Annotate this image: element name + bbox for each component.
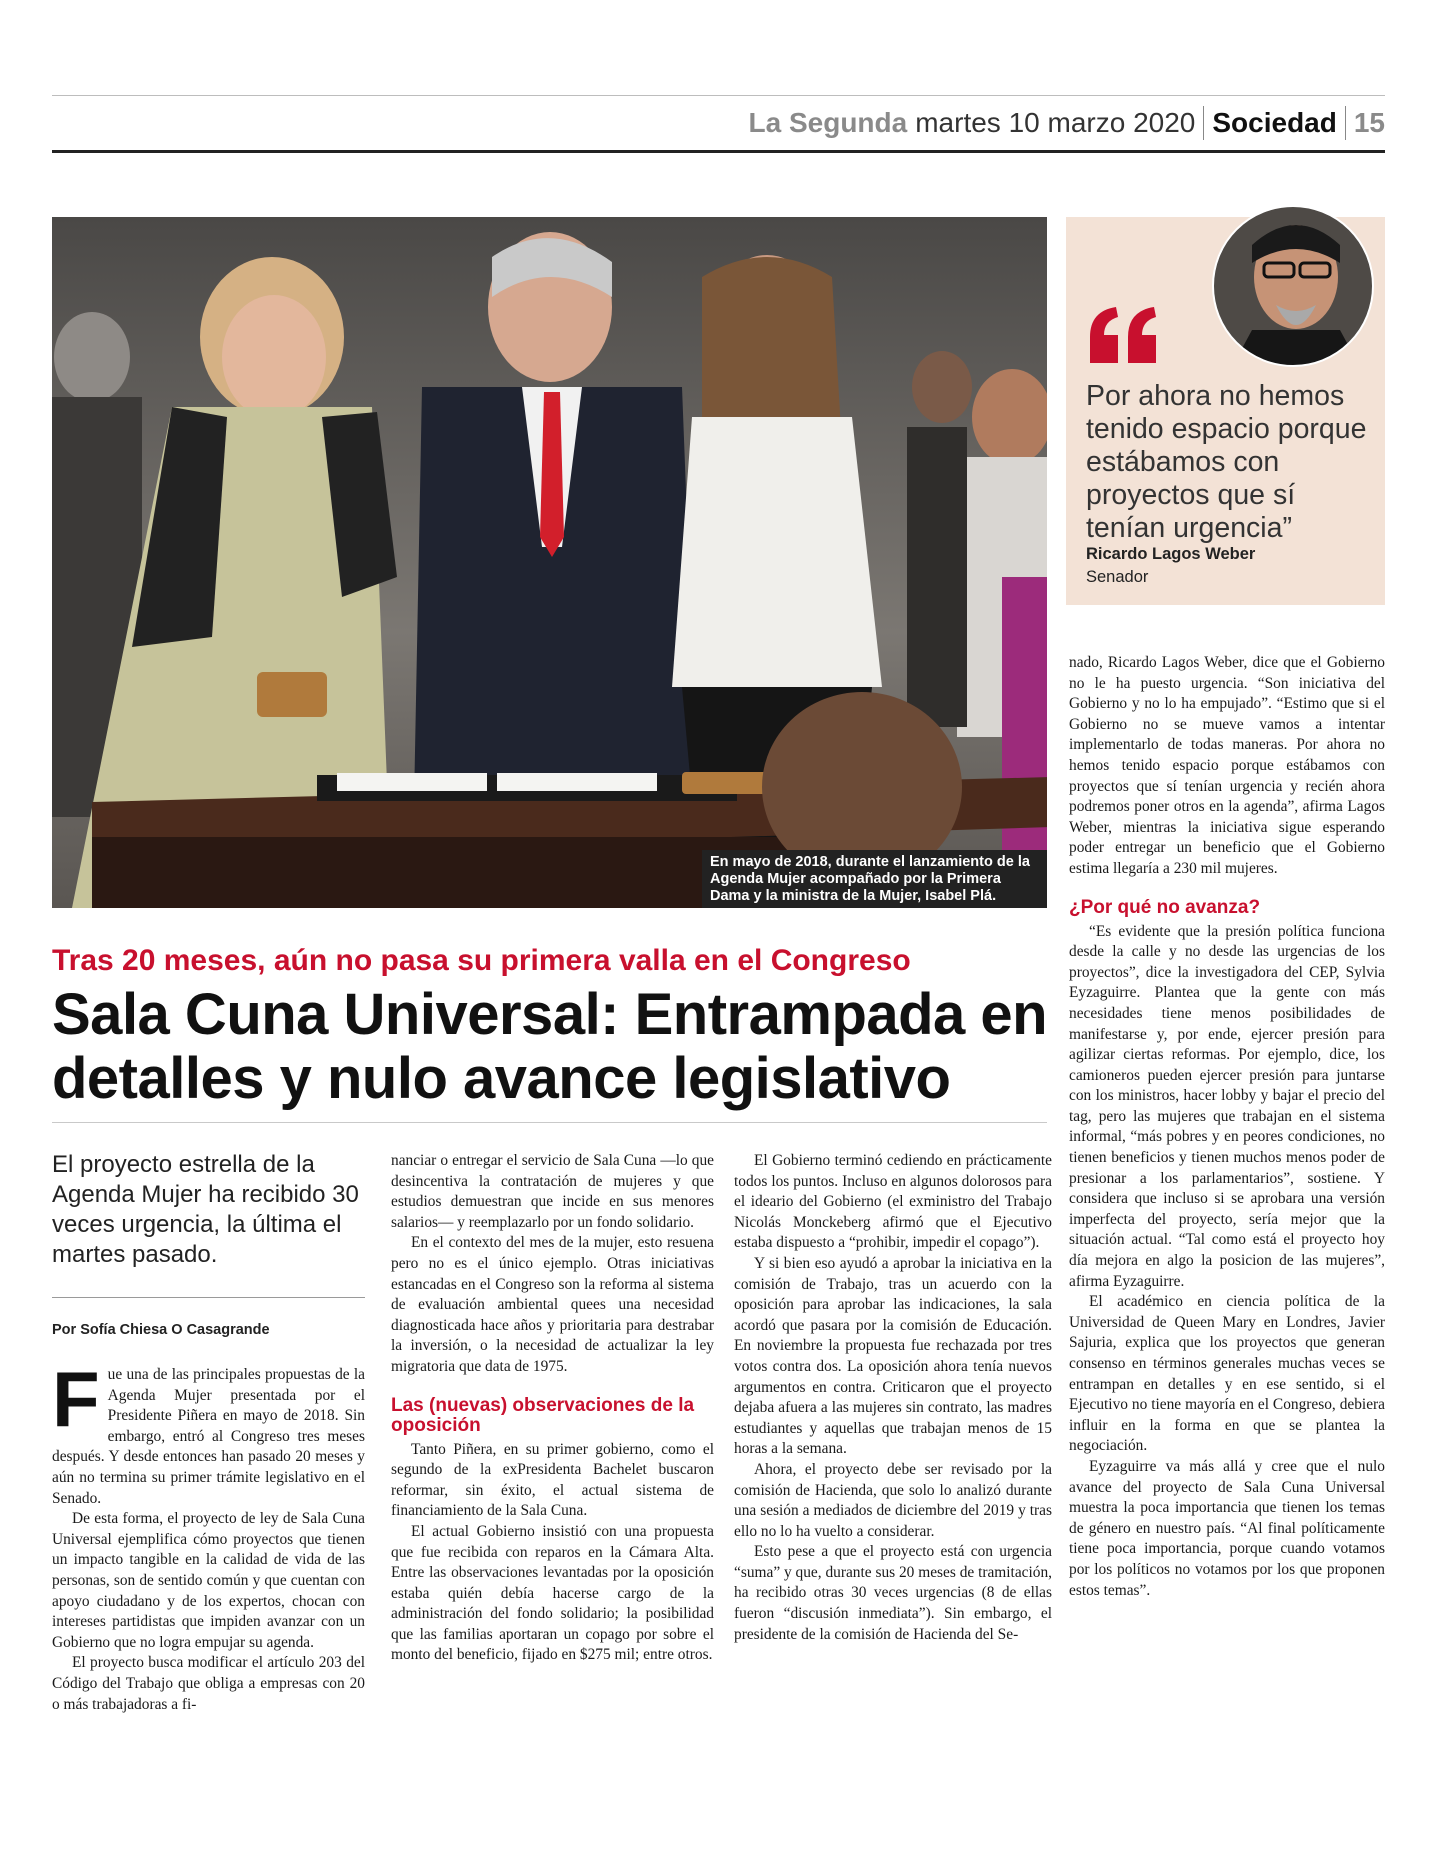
headline-rule xyxy=(52,1122,1047,1123)
article-byline: Por Sofía Chiesa O Casagrande xyxy=(52,1322,270,1338)
paragraph: El proyecto busca modificar el artículo 203 del Código del Trabajo que obliga a empresas con 20 o más trabajadoras a fi- xyxy=(52,1654,365,1713)
page-header xyxy=(52,100,1385,146)
article-headline: Sala Cuna Universal: Entrampada en detalles y nulo avance legislativo xyxy=(52,982,1048,1111)
pull-quote-text: Por ahora no hemos tenido espacio porque estábamos con proyectos que sí tenían urgencia” xyxy=(1086,380,1367,544)
paragraph: El Gobierno terminó cediendo en prácticamente todos los puntos. Incluso en algunos dolorosos para el ideario del Gobierno (el exministro del Trabajo Nicolás Monckeberg afirmó que el Ejecutivo estaba dispuesto a “prohibir, impedir el copago”). xyxy=(734,1152,1052,1252)
main-photo xyxy=(52,217,1047,908)
paragraph: Tanto Piñera, en su primer gobierno, como el segundo de la exPresidenta Bachelet buscaron reformar, sin éxito, el actual sistema de financiamiento de la Sala Cuna. xyxy=(391,1440,714,1520)
header-rule xyxy=(52,150,1385,153)
top-rule xyxy=(52,95,1385,96)
subheading: Las (nuevas) observaciones de la oposición xyxy=(391,1394,695,1436)
paragraph: El académico en ciencia política de la Universidad de Queen Mary en Londres, Javier Sajuria, explica que los proyectos que generan consenso en términos generales muchas veces se entrampan en detalles y en ese sentido, si el Ejecutivo no tiene mayoría en el Congreso, debiera influir en la forma en que se plantea la negociación. xyxy=(1069,1293,1385,1455)
article-deck: El proyecto estrella de la Agenda Mujer ha recibido 30 veces urgencia, la última el martes pasado. xyxy=(52,1151,359,1268)
paragraph: Esto pese a que el proyecto está con urgencia “suma” y que, durante sus 20 meses de tramitación, ha recibido otras 30 veces urgencias (8 de ellas fueron “discusión inmediata”). Sin embargo, el presidente de la comisión de Hacienda del Se- xyxy=(734,1543,1052,1643)
header-divider xyxy=(1203,106,1204,140)
page-number: 15 xyxy=(1353,107,1385,138)
issue-date: martes 10 marzo 2020 xyxy=(915,107,1196,138)
article-column-1 xyxy=(52,1355,365,1715)
paragraph: Y si bien eso ayudó a aprobar la iniciativa en la comisión de Trabajo, tras un acuerdo con la oposición para aprobar las indicaciones, la sala acordó que pasara por la comisión de Educación. En noviembre la propuesta fue rechazada por tres votos contra dos. La oposición ahora tenía nuevos argumentos en contra. Criticaron que el proyecto dejaba afuera a las mujeres sin contrato, las madres estudiantes y aquellas que trabajan menos de 15 horas a la semana. xyxy=(734,1254,1052,1458)
article-column-4 xyxy=(1069,653,1385,1601)
paragraph: En el contexto del mes de la mujer, esto resuena pero no es el único ejemplo. Otras iniciativas estancadas en el Congreso son la reforma al sistema de evaluación ambiental quees una necesidad diagnosticada hace años y prioritaria para destrabar la inversión, o la necesidad de actualizar la ley migratoria que data de 1975. xyxy=(391,1234,714,1375)
photo-illustration xyxy=(52,217,1047,908)
photo-caption: En mayo de 2018, durante el lanzamiento de la Agenda Mujer acompañado por la Primera Dama y la ministra de la Mujer, Isabel Plá. xyxy=(710,854,1030,904)
article-column-3 xyxy=(734,1151,1052,1645)
subheading: ¿Por qué no avanza? xyxy=(1069,896,1261,918)
publication-name: La Segunda xyxy=(748,107,908,138)
paragraph: ue una de las principales propuestas de la Agenda Mujer presentada por el Presidente Piñera en mayo de 2018. Sin embargo, entró al Congreso tres meses después. Y desde entonces han pasado 20 meses y aún no termina su primer trámite legislativo en el Senado. xyxy=(52,1366,365,1507)
quote-mark-icon xyxy=(1086,305,1161,365)
paragraph: Eyzaguirre va más allá y cree que el nulo avance del proyecto de Sala Cuna Universal muestra la poca importancia que tienen los temas de género en nuestro país. “Al final políticamente tiene poca importancia, porque cuando votamos por los políticos no votamos por los que proponen estos temas”. xyxy=(1069,1457,1385,1599)
senator-portrait xyxy=(1212,205,1374,367)
paragraph: De esta forma, el proyecto de ley de Sala Cuna Universal ejemplifica cómo proyectos que tienen un impacto tangible en la calidad de vida de las personas, son de sentido común y que cuentan con apoyo ciudadano y de los expertos, chocan con intereses partidistas que impiden avanzar con un Gobierno que no logra empujar su agenda. xyxy=(52,1510,365,1651)
paragraph: Ahora, el proyecto debe ser revisado por la comisión de Hacienda, que solo lo analizó durante una sesión a mediados de diciembre del 2019 y tras ello no lo ha vuelto a considerar. xyxy=(734,1460,1052,1540)
paragraph: “Es evidente que la presión política funciona desde la calle y no desde las urgencias de los proyectos”, dice la investigadora del CEP, Sylvia Eyzaguirre. Plantea que la gente con más necesidades tiene menos posibilidades de manifestarse y, por ende, ejercer presión para agilizar ciertas reformas. Por ejemplo, dice, los camioneros pueden ejercer presión para juntarse con los ministros, hacer lobby y bajar el precio del tag, pero las mujeres que trabajan en el sistema informal, “más pobres y en peores condiciones, no tienen beneficios y tienen muchos menos poder de presionar a los parlamentarios”, sostiene. Y considera que incluso si se aprobara una versión imperfecta del proyecto, sería mejor que la situación actual. “Tal como está el proyecto hoy día mejora en algo la posicion de las mujeres”, afirma Eyzaguirre. xyxy=(1069,922,1385,1290)
article-column-2 xyxy=(391,1151,714,1666)
drop-cap: F xyxy=(52,1355,100,1443)
deck-rule xyxy=(52,1297,365,1298)
paragraph: nanciar o entregar el servicio de Sala Cuna —lo que desincentiva la contratación de mujeres y que estudios demuestran que incide en sus menores salarios— y reemplazarlo por un fondo solidario. xyxy=(391,1152,714,1231)
quote-author-role: Senador xyxy=(1086,568,1149,586)
section-name: Sociedad xyxy=(1212,107,1337,138)
quote-author: Ricardo Lagos Weber xyxy=(1086,545,1256,563)
paragraph: nado, Ricardo Lagos Weber, dice que el Gobierno no le ha puesto urgencia. “Son iniciativa del Gobierno y no lo ha empujado”. “Estimo que si el Gobierno no se mueve vamos a intentar implementarlo de todas maneras. Por ahora no hemos tenido espacio porque estábamos con proyectos que sí tenían urgencia y recién ahora podremos poner otros en la agenda”, afirma Lagos Weber, mientras la iniciativa sigue esperando poder entregar un beneficio que el Gobierno estima llegaría a 230 mil mujeres. xyxy=(1069,654,1385,877)
paragraph: El actual Gobierno insistió con una propuesta que fue recibida con reparos en la Cámara Alta. Entre las observaciones levantadas por la oposición estaba quién debía hacerse cargo de la administración del fondo solidario; la posibilidad que las familias aportaran un copago por sobre el monto del beneficio, fijado en $275 mil; entre otros. xyxy=(391,1522,714,1664)
header-divider xyxy=(1345,106,1346,140)
article-kicker: Tras 20 meses, aún no pasa su primera valla en el Congreso xyxy=(52,944,911,977)
